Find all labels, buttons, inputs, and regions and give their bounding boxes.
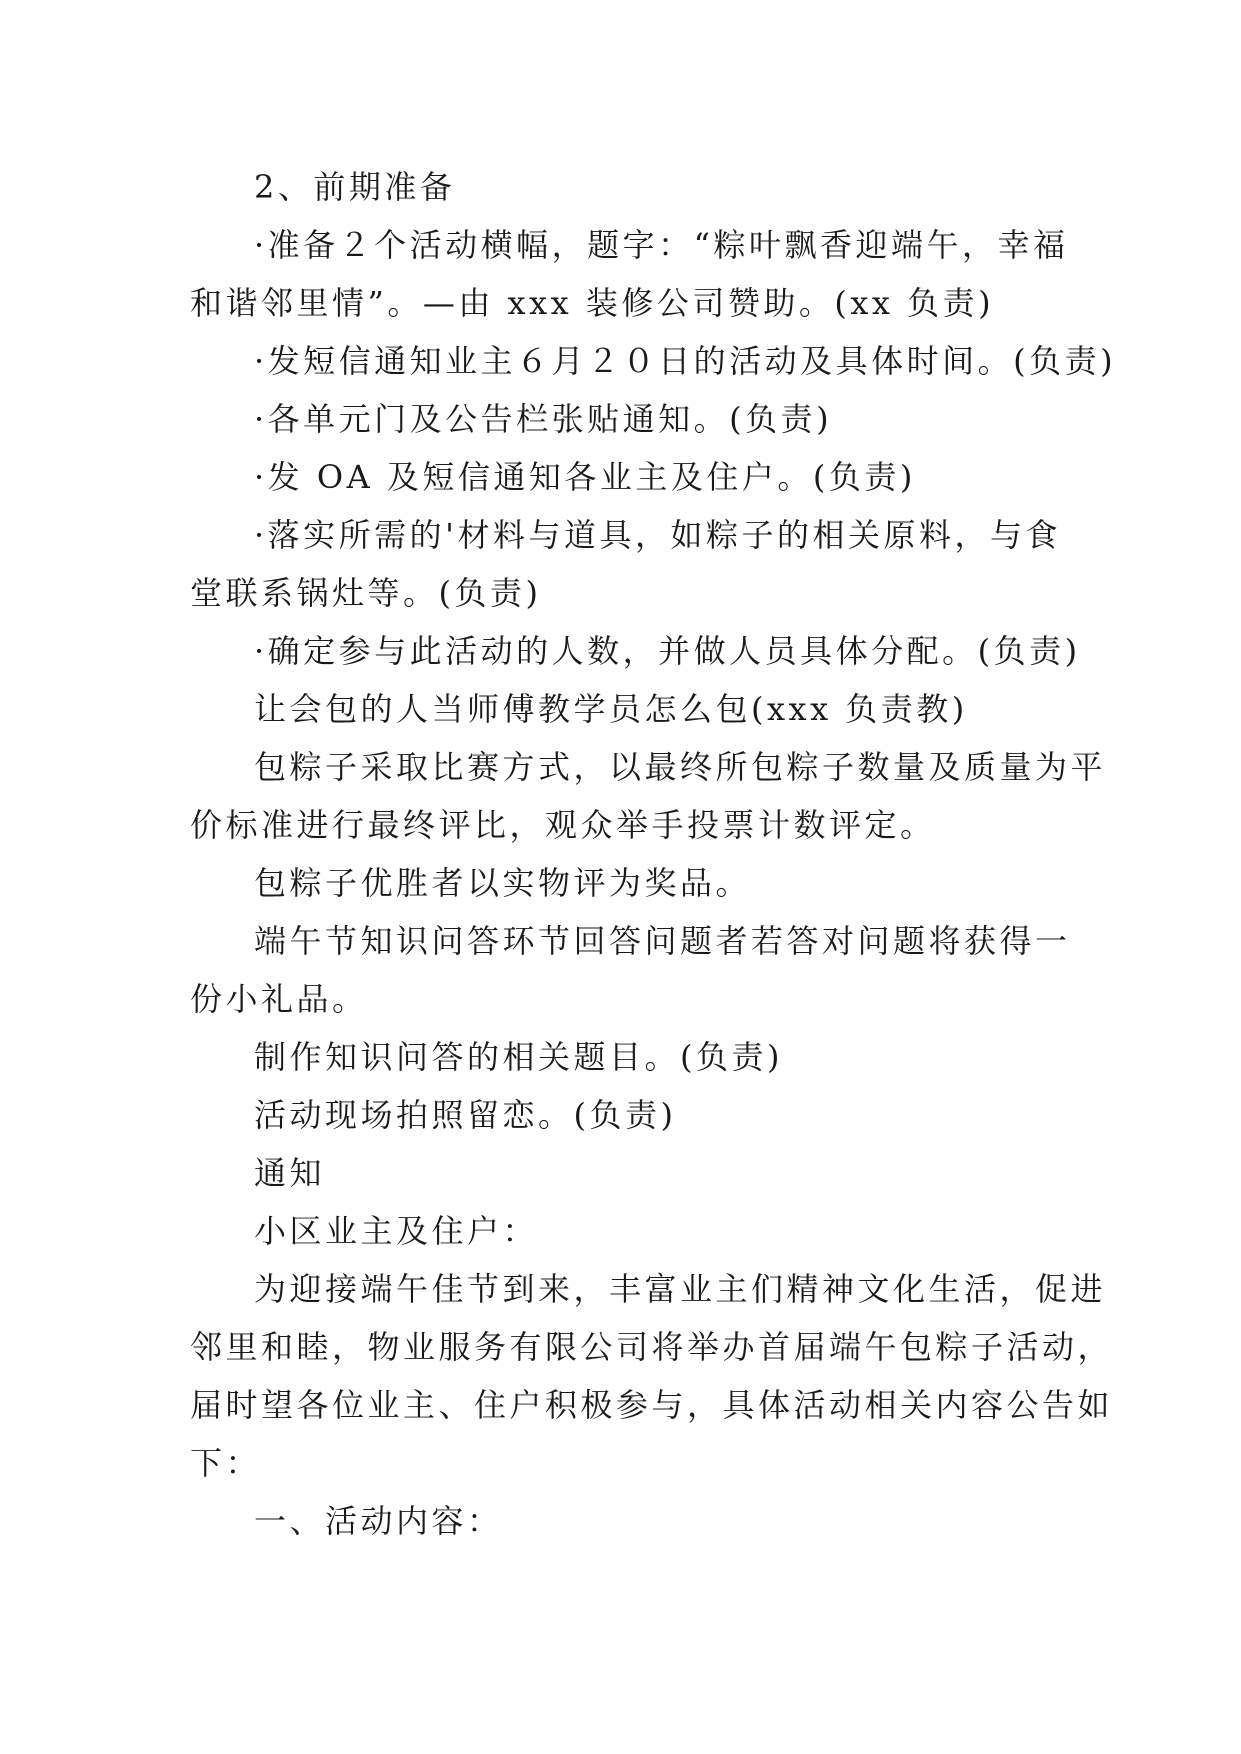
notice-body: 为迎接端午佳节到来，丰富业主们精神文化生活，促进 — [254, 1270, 1107, 1308]
paragraph-quiz-continued: 份小礼品。 — [190, 980, 368, 1018]
paragraph-competition-continued: 价标准进行最终评比，观众举手投票计数评定。 — [190, 806, 936, 844]
paragraph-sms-notice: ·发短信通知业主６月２０日的活动及具体时间。(负责) — [254, 342, 1117, 380]
document-body — [190, 158, 1117, 1550]
notice-body-line-4: 下： — [190, 1444, 262, 1482]
notice-title: 通知 — [254, 1154, 326, 1192]
paragraph-oa-notice: ·发 OA 及短信通知各业主及住户。(负责) — [254, 458, 916, 496]
section-heading-preparation: 2、前期准备 — [254, 168, 456, 206]
notice-body-line-2: 邻里和睦，物业服务有限公司将举办首届端午包粽子活动， — [190, 1328, 1114, 1366]
paragraph-quiz-questions: 制作知识问答的相关题目。(负责) — [254, 1038, 783, 1076]
paragraph-prize: 包粽子优胜者以实物评为奖品。 — [254, 864, 752, 902]
paragraph-competition: 包粽子采取比赛方式，以最终所包粽子数量及质量为平 — [254, 748, 1107, 786]
paragraph-banner: ·准备２个活动横幅，题字：“粽叶飘香迎端午，幸福 — [254, 226, 1069, 264]
paragraph-photos: 活动现场拍照留恋。(负责) — [254, 1096, 677, 1134]
paragraph-quiz: 端午节知识问答环节回答问题者若答对问题将获得一 — [254, 922, 1071, 960]
paragraph-posting-notice: ·各单元门及公告栏张贴通知。(负责) — [254, 400, 833, 438]
paragraph-materials: ·落实所需的'材料与道具，如粽子的相关原料，与食 — [254, 516, 1061, 554]
paragraph-materials-continued: 堂联系锅灶等。(负责) — [190, 574, 542, 612]
paragraph-teaching: 让会包的人当师傅教学员怎么包(xxx 负责教) — [254, 690, 968, 728]
paragraph-banner-continued: 和谐邻里情”。—由 xxx 装修公司赞助。(xx 负责) — [190, 284, 995, 322]
section-heading-activity-content: 一、活动内容： — [254, 1502, 503, 1540]
notice-salutation: 小区业主及住户： — [254, 1212, 539, 1250]
notice-body-line-3: 届时望各位业主、住户积极参与，具体活动相关内容公告如 — [190, 1386, 1114, 1424]
paragraph-participants: ·确定参与此活动的人数，并做人员具体分配。(负责) — [254, 632, 1081, 670]
